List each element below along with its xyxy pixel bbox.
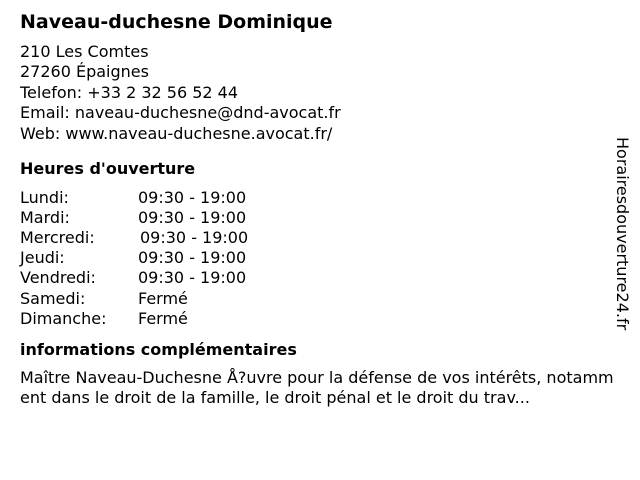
email-line: Email: naveau-duchesne@dnd-avocat.fr [20, 103, 341, 123]
hours-row-monday [20, 188, 620, 208]
hours-row-tuesday [20, 208, 620, 228]
business-name: Naveau-duchesne Dominique [20, 11, 333, 33]
day-hours: 09:30 - 19:00 [138, 188, 247, 208]
day-hours: Fermé [138, 308, 188, 328]
hours-heading: Heures d'ouverture [20, 159, 196, 179]
phone-line: Telefon: +33 2 32 56 52 44 [20, 82, 239, 102]
info-description: Maître Naveau-Duchesne Å?uvre pour la défense de vos intérêts, notamment dans le droit de la famille, le droit pénal et le droit du trav... [20, 367, 614, 408]
hours-row-thursday [20, 248, 620, 268]
website-line: Web: www.naveau-duchesne.avocat.fr/ [20, 123, 333, 143]
day-hours: Fermé [138, 288, 188, 308]
day-hours: 09:30 - 19:00 [140, 228, 249, 248]
day-hours: 09:30 - 19:00 [138, 268, 247, 288]
info-heading: informations complémentaires [20, 339, 297, 359]
day-label: Samedi: [20, 288, 86, 308]
hours-row-friday [20, 268, 620, 288]
day-label: Mercredi: [20, 228, 95, 248]
day-label: Lundi: [20, 188, 69, 208]
hours-row-saturday [20, 289, 620, 309]
day-label: Vendredi: [20, 268, 96, 288]
day-hours: 09:30 - 19:00 [138, 208, 247, 228]
day-label: Dimanche: [20, 308, 107, 328]
side-brand-text: Horairesdouverture24.fr [613, 137, 632, 331]
business-card [20, 10, 620, 409]
day-hours: 09:30 - 19:00 [138, 248, 247, 268]
hours-row-wednesday [20, 228, 620, 248]
address-street: 210 Les Comtes [20, 42, 149, 61]
day-label: Jeudi: [20, 248, 65, 268]
address-city: 27260 Épaignes [20, 62, 149, 82]
day-label: Mardi: [20, 208, 70, 228]
hours-row-sunday [20, 309, 620, 329]
